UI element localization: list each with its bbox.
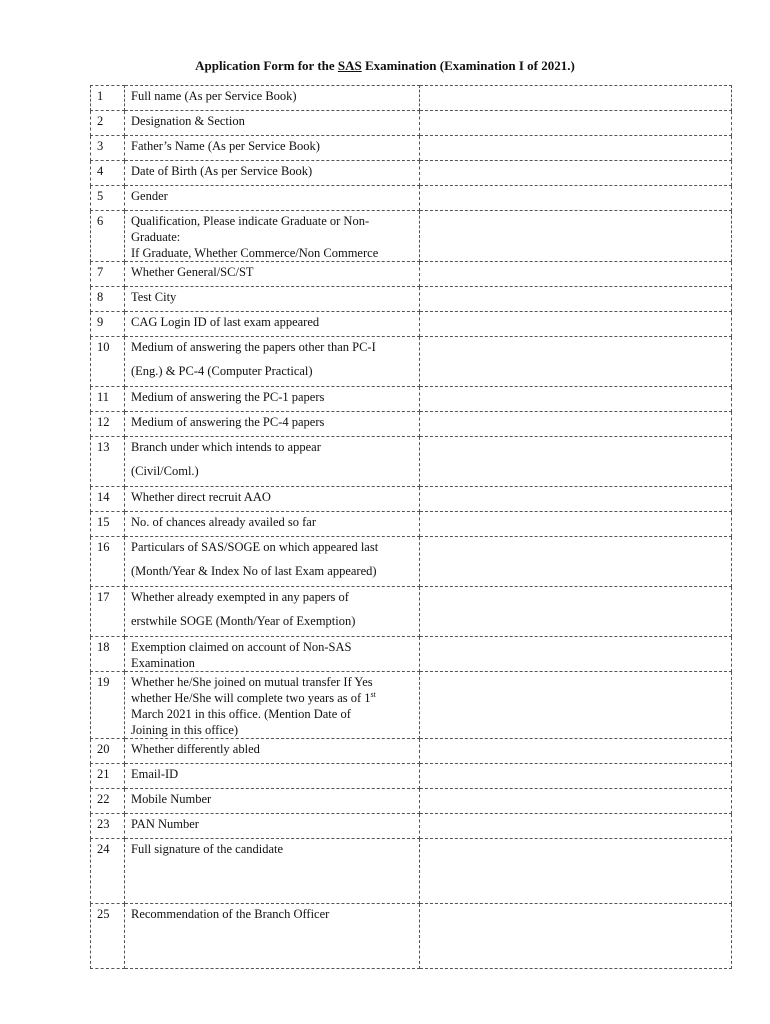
form-title <box>0 58 770 74</box>
row-label <box>125 637 420 672</box>
row-label-line: Examination <box>131 656 195 670</box>
row-label-line: Qualification, Please indicate Graduate or Non- <box>131 214 370 228</box>
row-number: 11 <box>91 387 125 412</box>
row-label <box>125 839 420 904</box>
row-label-line: (Eng.) & PC-4 (Computer Practical) <box>131 364 313 378</box>
row-label-line: Branch under which intends to appear <box>131 440 321 454</box>
title-prefix: Application Form for the <box>195 58 338 73</box>
row-number: 16 <box>91 537 125 587</box>
row-label-line: Medium of answering the PC-1 papers <box>131 390 325 404</box>
row-number: 17 <box>91 587 125 637</box>
form-row <box>91 86 732 111</box>
row-label <box>125 512 420 537</box>
row-label <box>125 186 420 211</box>
form-row <box>91 739 732 764</box>
row-label-line: (Month/Year & Index No of last Exam appeared) <box>131 564 377 578</box>
row-label-line: Whether General/SC/ST <box>131 265 254 279</box>
form-row <box>91 412 732 437</box>
row-label-line: Medium of answering the papers other than PC-I <box>131 340 376 354</box>
answer-field[interactable] <box>420 337 732 387</box>
form-row <box>91 387 732 412</box>
row-label <box>125 86 420 111</box>
row-label <box>125 337 420 387</box>
row-label-line: Whether direct recruit AAO <box>131 490 271 504</box>
form-row <box>91 789 732 814</box>
row-number: 19 <box>91 672 125 739</box>
row-label <box>125 537 420 587</box>
answer-field[interactable] <box>420 287 732 312</box>
form-row <box>91 904 732 969</box>
row-label-line: March 2021 in this office. (Mention Date of <box>131 707 351 721</box>
row-label-line-wrap <box>131 690 413 706</box>
row-label <box>125 211 420 262</box>
form-row <box>91 672 732 739</box>
row-number: 2 <box>91 111 125 136</box>
row-number: 6 <box>91 211 125 262</box>
row-label <box>125 764 420 789</box>
row-number: 3 <box>91 136 125 161</box>
answer-field[interactable] <box>420 764 732 789</box>
row-number: 13 <box>91 437 125 487</box>
application-form-table <box>90 85 732 969</box>
row-label-line: Designation & Section <box>131 114 245 128</box>
form-row <box>91 764 732 789</box>
row-label-line: Graduate: <box>131 230 181 244</box>
form-row <box>91 437 732 487</box>
title-sas: SAS <box>337 58 362 73</box>
row-label <box>125 739 420 764</box>
row-number: 18 <box>91 637 125 672</box>
row-number: 15 <box>91 512 125 537</box>
row-label-line: Test City <box>131 290 177 304</box>
row-label-line: No. of chances already availed so far <box>131 515 316 529</box>
answer-field[interactable] <box>420 86 732 111</box>
row-number: 10 <box>91 337 125 387</box>
answer-field[interactable] <box>420 262 732 287</box>
row-number: 14 <box>91 487 125 512</box>
row-number: 8 <box>91 287 125 312</box>
row-number: 12 <box>91 412 125 437</box>
row-label-line: Date of Birth (As per Service Book) <box>131 164 313 178</box>
form-row <box>91 537 732 587</box>
form-row <box>91 211 732 262</box>
row-number: 4 <box>91 161 125 186</box>
answer-field[interactable] <box>420 437 732 487</box>
row-label <box>125 487 420 512</box>
title-suffix: Examination (Examination I of 2021.) <box>361 58 575 73</box>
answer-field[interactable] <box>420 387 732 412</box>
row-label-line: Recommendation of the Branch Officer <box>131 907 330 921</box>
form-row <box>91 487 732 512</box>
row-label <box>125 789 420 814</box>
answer-field[interactable] <box>420 111 732 136</box>
row-number: 9 <box>91 312 125 337</box>
form-row <box>91 136 732 161</box>
form-row <box>91 161 732 186</box>
answer-field[interactable] <box>420 161 732 186</box>
row-label-line: If Graduate, Whether Commerce/Non Commerce <box>131 246 379 260</box>
row-label <box>125 161 420 186</box>
form-row <box>91 512 732 537</box>
row-label-line: Full name (As per Service Book) <box>131 89 297 103</box>
answer-field[interactable] <box>420 136 732 161</box>
answer-field[interactable] <box>420 186 732 211</box>
form-row <box>91 637 732 672</box>
row-label <box>125 287 420 312</box>
answer-field[interactable] <box>420 211 732 262</box>
form-row <box>91 111 732 136</box>
row-number: 23 <box>91 814 125 839</box>
row-label <box>125 312 420 337</box>
row-label <box>125 904 420 969</box>
row-label-line: Particulars of SAS/SOGE on which appeared last <box>131 540 379 554</box>
row-number: 25 <box>91 904 125 969</box>
form-row <box>91 337 732 387</box>
form-row <box>91 839 732 904</box>
row-number: 20 <box>91 739 125 764</box>
answer-field[interactable] <box>420 814 732 839</box>
row-label-line: Full signature of the candidate <box>131 842 284 856</box>
answer-field[interactable] <box>420 637 732 672</box>
row-label <box>125 262 420 287</box>
form-row <box>91 262 732 287</box>
row-label <box>125 814 420 839</box>
row-label <box>125 111 420 136</box>
answer-field[interactable] <box>420 487 732 512</box>
row-number: 21 <box>91 764 125 789</box>
answer-field[interactable] <box>420 839 732 904</box>
row-label <box>125 437 420 487</box>
form-row <box>91 287 732 312</box>
row-label-line: Medium of answering the PC-4 papers <box>131 415 325 429</box>
row-label <box>125 672 420 739</box>
row-label <box>125 412 420 437</box>
answer-field[interactable] <box>420 587 732 637</box>
row-label-line: PAN Number <box>131 817 199 831</box>
row-label-line: (Civil/Coml.) <box>131 464 199 478</box>
row-label-line: Exemption claimed on account of Non-SAS <box>131 640 352 654</box>
row-label-line: Whether he/She joined on mutual transfer If Yes <box>131 675 373 689</box>
form-row <box>91 186 732 211</box>
answer-field[interactable] <box>420 512 732 537</box>
row-label-line: Whether already exempted in any papers of <box>131 590 349 604</box>
row-label-line: Gender <box>131 189 168 203</box>
row-label <box>125 587 420 637</box>
form-row <box>91 312 732 337</box>
row-label-line: Whether differently abled <box>131 742 260 756</box>
row-label-line: Joining in this office) <box>131 723 239 737</box>
answer-field[interactable] <box>420 412 732 437</box>
row-label <box>125 387 420 412</box>
answer-field[interactable] <box>420 904 732 969</box>
form-row <box>91 814 732 839</box>
answer-field[interactable] <box>420 739 732 764</box>
answer-field[interactable] <box>420 312 732 337</box>
row-label-line: CAG Login ID of last exam appeared <box>131 315 320 329</box>
row-label <box>125 136 420 161</box>
row-label-line: whether He/She will complete two years as of 1 <box>131 691 371 705</box>
row-label-line: Mobile Number <box>131 792 212 806</box>
answer-field[interactable] <box>420 672 732 739</box>
row-number: 24 <box>91 839 125 904</box>
row-label-line: Father’s Name (As per Service Book) <box>131 139 320 153</box>
answer-field[interactable] <box>420 789 732 814</box>
row-label-line: erstwhile SOGE (Month/Year of Exemption) <box>131 614 356 628</box>
form-row <box>91 587 732 637</box>
row-number: 1 <box>91 86 125 111</box>
row-label-line: Email-ID <box>131 767 179 781</box>
answer-field[interactable] <box>420 537 732 587</box>
row-number: 5 <box>91 186 125 211</box>
row-number: 7 <box>91 262 125 287</box>
row-number: 22 <box>91 789 125 814</box>
ordinal-suffix: st <box>370 689 376 699</box>
